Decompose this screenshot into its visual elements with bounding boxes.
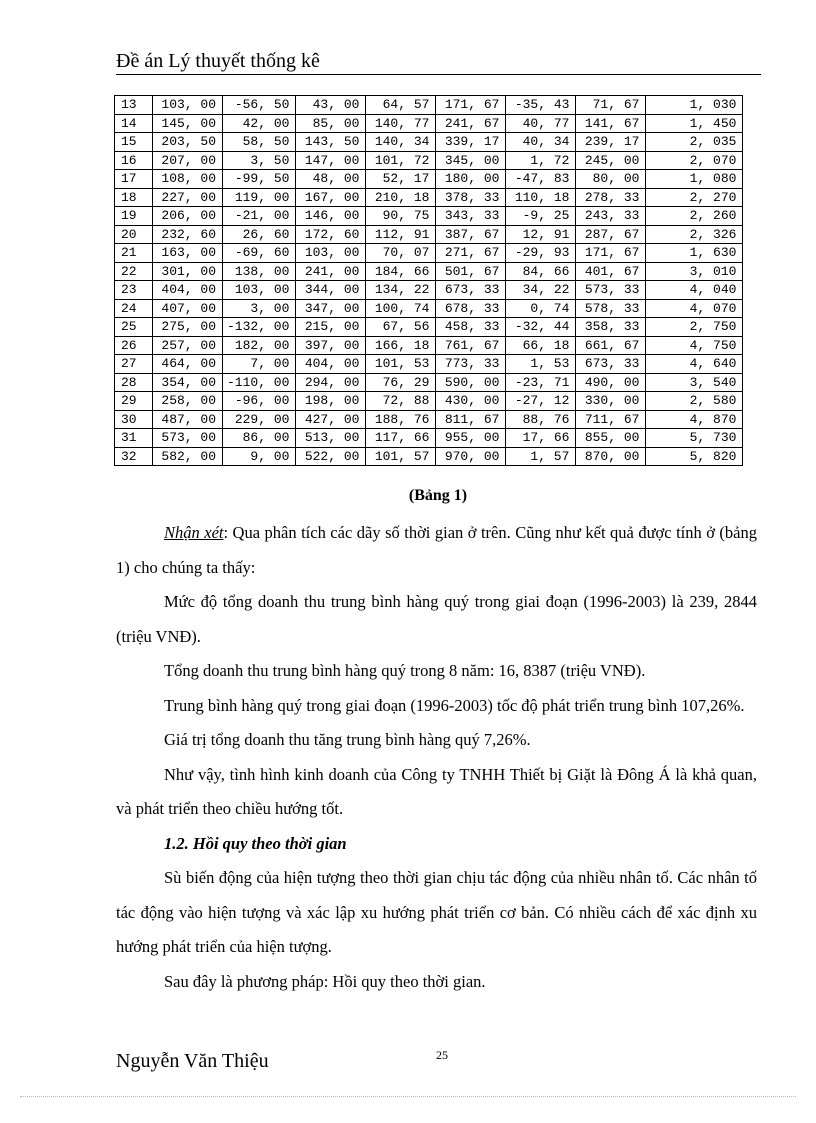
- table-cell: 71, 67: [576, 96, 646, 115]
- table-cell: 287, 67: [576, 225, 646, 244]
- table-cell: 673, 33: [436, 281, 506, 300]
- row-index-cell: 22: [115, 262, 153, 281]
- table-cell: 761, 67: [436, 336, 506, 355]
- table-cell: 4, 640: [646, 355, 743, 374]
- table-cell: -99, 50: [223, 170, 296, 189]
- table-cell: 64, 57: [366, 96, 436, 115]
- table-cell: 661, 67: [576, 336, 646, 355]
- table-cell: 278, 33: [576, 188, 646, 207]
- table-row: [115, 429, 743, 448]
- remark-text: : Qua phân tích các dãy số thời gian ở trên. Cũng như kết quả được tính ở (bảng 1) cho chúng ta thấy:: [116, 523, 757, 577]
- table-cell: 103, 00: [153, 96, 223, 115]
- table-cell: 1, 030: [646, 96, 743, 115]
- table-row: [115, 447, 743, 466]
- table-cell: 40, 77: [506, 114, 576, 133]
- row-index-cell: 27: [115, 355, 153, 374]
- table-cell: 2, 070: [646, 151, 743, 170]
- row-index-cell: 18: [115, 188, 153, 207]
- table-cell: 90, 75: [366, 207, 436, 226]
- table-cell: -27, 12: [506, 392, 576, 411]
- table-cell: 590, 00: [436, 373, 506, 392]
- table-cell: 4, 070: [646, 299, 743, 318]
- table-cell: 34, 22: [506, 281, 576, 300]
- table-cell: 119, 00: [223, 188, 296, 207]
- table-cell: 171, 67: [576, 244, 646, 263]
- table-cell: 257, 00: [153, 336, 223, 355]
- data-table: [114, 95, 743, 466]
- table-cell: 404, 00: [153, 281, 223, 300]
- table-cell: 84, 66: [506, 262, 576, 281]
- table-row: [115, 170, 743, 189]
- table-cell: 145, 00: [153, 114, 223, 133]
- table-cell: 112, 91: [366, 225, 436, 244]
- table-cell: 573, 00: [153, 429, 223, 448]
- table-cell: 110, 18: [506, 188, 576, 207]
- table-cell: 711, 67: [576, 410, 646, 429]
- table-cell: 4, 870: [646, 410, 743, 429]
- table-cell: 241, 00: [296, 262, 366, 281]
- paragraph-remark: [116, 516, 757, 585]
- table-row: [115, 392, 743, 411]
- table-cell: 330, 00: [576, 392, 646, 411]
- table-cell: 573, 33: [576, 281, 646, 300]
- table-cell: 464, 00: [153, 355, 223, 374]
- table-cell: 167, 00: [296, 188, 366, 207]
- table-cell: 3, 00: [223, 299, 296, 318]
- table-cell: 140, 34: [366, 133, 436, 152]
- row-index-cell: 23: [115, 281, 153, 300]
- row-index-cell: 28: [115, 373, 153, 392]
- table-caption: (Bảng 1): [408, 487, 468, 504]
- page-header-title: Đề án Lý thuyết thống kê: [116, 50, 320, 72]
- table-cell: 140, 77: [366, 114, 436, 133]
- row-index-cell: 29: [115, 392, 153, 411]
- table-cell: 1, 450: [646, 114, 743, 133]
- table-cell: 210, 18: [366, 188, 436, 207]
- table-cell: 215, 00: [296, 318, 366, 337]
- table-cell: 387, 67: [436, 225, 506, 244]
- row-index-cell: 14: [115, 114, 153, 133]
- footer-rule: [20, 1096, 796, 1097]
- table-cell: 17, 66: [506, 429, 576, 448]
- table-row: [115, 410, 743, 429]
- table-cell: 347, 00: [296, 299, 366, 318]
- table-cell: -47, 83: [506, 170, 576, 189]
- table-cell: 1, 72: [506, 151, 576, 170]
- row-index-cell: 20: [115, 225, 153, 244]
- table-cell: 271, 67: [436, 244, 506, 263]
- table-cell: 522, 00: [296, 447, 366, 466]
- table-cell: 430, 00: [436, 392, 506, 411]
- table-cell: 171, 67: [436, 96, 506, 115]
- table-cell: 490, 00: [576, 373, 646, 392]
- table-row: [115, 151, 743, 170]
- table-cell: 2, 260: [646, 207, 743, 226]
- row-index-cell: 13: [115, 96, 153, 115]
- header-rule: [116, 74, 761, 75]
- table-cell: 100, 74: [366, 299, 436, 318]
- table-cell: 101, 53: [366, 355, 436, 374]
- table-cell: 2, 580: [646, 392, 743, 411]
- table-row: [115, 336, 743, 355]
- table-cell: 3, 010: [646, 262, 743, 281]
- table-cell: 188, 76: [366, 410, 436, 429]
- row-index-cell: 24: [115, 299, 153, 318]
- table-cell: 88, 76: [506, 410, 576, 429]
- paragraph-7: Sù biến động của hiện tượng theo thời gian chịu tác động của nhiều nhân tố. Các nhân tố tác động vào hiện tượng và xác lập xu hướng phát triển cơ bản. Có nhiều cách để xác định xu hướng phát triển của hiện tượng.: [116, 868, 757, 956]
- row-index-cell: 26: [115, 336, 153, 355]
- table-cell: 143, 50: [296, 133, 366, 152]
- table-cell: 9, 00: [223, 447, 296, 466]
- table-cell: -32, 44: [506, 318, 576, 337]
- table-cell: -9, 25: [506, 207, 576, 226]
- table-cell: 407, 00: [153, 299, 223, 318]
- table-row: [115, 114, 743, 133]
- table-cell: 343, 33: [436, 207, 506, 226]
- table-cell: 48, 00: [296, 170, 366, 189]
- table-cell: 232, 60: [153, 225, 223, 244]
- table-cell: 3, 50: [223, 151, 296, 170]
- table-cell: 146, 00: [296, 207, 366, 226]
- table-row: [115, 133, 743, 152]
- paragraph-5: Giá trị tổng doanh thu tăng trung bình hàng quý 7,26%.: [164, 730, 531, 749]
- table-cell: 26, 60: [223, 225, 296, 244]
- table-cell: 101, 72: [366, 151, 436, 170]
- table-cell: 301, 00: [153, 262, 223, 281]
- table-cell: 673, 33: [576, 355, 646, 374]
- table-cell: 404, 00: [296, 355, 366, 374]
- table-cell: -96, 00: [223, 392, 296, 411]
- table-cell: 275, 00: [153, 318, 223, 337]
- table-row: [115, 262, 743, 281]
- table-cell: 66, 18: [506, 336, 576, 355]
- table-cell: 773, 33: [436, 355, 506, 374]
- table-cell: 52, 17: [366, 170, 436, 189]
- table-cell: -23, 71: [506, 373, 576, 392]
- table-row: [115, 318, 743, 337]
- table-cell: 7, 00: [223, 355, 296, 374]
- row-index-cell: 16: [115, 151, 153, 170]
- table-row: [115, 244, 743, 263]
- remark-label: Nhận xét: [164, 523, 224, 542]
- row-index-cell: 21: [115, 244, 153, 263]
- table-cell: 582, 00: [153, 447, 223, 466]
- table-cell: 955, 00: [436, 429, 506, 448]
- table-cell: 501, 67: [436, 262, 506, 281]
- paragraph-8: Sau đây là phương pháp: Hồi quy theo thời gian.: [164, 971, 486, 991]
- table-cell: -110, 00: [223, 373, 296, 392]
- table-cell: 378, 33: [436, 188, 506, 207]
- row-index-cell: 32: [115, 447, 153, 466]
- table-cell: 163, 00: [153, 244, 223, 263]
- table-cell: 241, 67: [436, 114, 506, 133]
- table-cell: 4, 040: [646, 281, 743, 300]
- table-cell: 245, 00: [576, 151, 646, 170]
- table-cell: 198, 00: [296, 392, 366, 411]
- table-cell: 203, 50: [153, 133, 223, 152]
- row-index-cell: 17: [115, 170, 153, 189]
- table-cell: 103, 00: [296, 244, 366, 263]
- table-cell: 80, 00: [576, 170, 646, 189]
- table-cell: 2, 750: [646, 318, 743, 337]
- table-cell: -21, 00: [223, 207, 296, 226]
- table-cell: 58, 50: [223, 133, 296, 152]
- table-cell: 70, 07: [366, 244, 436, 263]
- table-cell: 4, 750: [646, 336, 743, 355]
- table-cell: 207, 00: [153, 151, 223, 170]
- table-cell: 72, 88: [366, 392, 436, 411]
- table-cell: 458, 33: [436, 318, 506, 337]
- table-cell: 354, 00: [153, 373, 223, 392]
- footer-author: Nguyễn Văn Thiệu: [116, 1050, 269, 1072]
- table-cell: 345, 00: [436, 151, 506, 170]
- table-cell: 678, 33: [436, 299, 506, 318]
- table-cell: -132, 00: [223, 318, 296, 337]
- table-cell: 427, 00: [296, 410, 366, 429]
- table-cell: 86, 00: [223, 429, 296, 448]
- data-table-body: [115, 96, 743, 466]
- table-cell: 182, 00: [223, 336, 296, 355]
- table-cell: 229, 00: [223, 410, 296, 429]
- row-index-cell: 19: [115, 207, 153, 226]
- table-cell: 141, 67: [576, 114, 646, 133]
- table-cell: 180, 00: [436, 170, 506, 189]
- table-cell: 67, 56: [366, 318, 436, 337]
- table-row: [115, 188, 743, 207]
- row-index-cell: 31: [115, 429, 153, 448]
- table-cell: 344, 00: [296, 281, 366, 300]
- row-index-cell: 25: [115, 318, 153, 337]
- table-cell: 43, 00: [296, 96, 366, 115]
- table-cell: 1, 080: [646, 170, 743, 189]
- table-cell: -29, 93: [506, 244, 576, 263]
- table-cell: 117, 66: [366, 429, 436, 448]
- table-cell: 147, 00: [296, 151, 366, 170]
- table-cell: 85, 00: [296, 114, 366, 133]
- table-cell: 239, 17: [576, 133, 646, 152]
- row-index-cell: 30: [115, 410, 153, 429]
- table-row: [115, 281, 743, 300]
- table-cell: -35, 43: [506, 96, 576, 115]
- table-cell: 103, 00: [223, 281, 296, 300]
- table-cell: 1, 53: [506, 355, 576, 374]
- table-cell: 243, 33: [576, 207, 646, 226]
- page-number: 25: [436, 1048, 448, 1062]
- table-row: [115, 225, 743, 244]
- table-cell: 166, 18: [366, 336, 436, 355]
- table-cell: 42, 00: [223, 114, 296, 133]
- table-cell: 258, 00: [153, 392, 223, 411]
- table-cell: 76, 29: [366, 373, 436, 392]
- table-cell: 339, 17: [436, 133, 506, 152]
- table-cell: 5, 730: [646, 429, 743, 448]
- table-cell: 487, 00: [153, 410, 223, 429]
- table-cell: 401, 67: [576, 262, 646, 281]
- paragraph-3: Tổng doanh thu trung bình hàng quý trong 8 năm: 16, 8387 (triệu VNĐ).: [164, 661, 646, 680]
- table-cell: 294, 00: [296, 373, 366, 392]
- table-cell: 40, 34: [506, 133, 576, 152]
- table-cell: -56, 50: [223, 96, 296, 115]
- table-cell: 3, 540: [646, 373, 743, 392]
- table-cell: 0, 74: [506, 299, 576, 318]
- table-row: [115, 96, 743, 115]
- table-cell: 101, 57: [366, 447, 436, 466]
- table-cell: 513, 00: [296, 429, 366, 448]
- table-cell: 970, 00: [436, 447, 506, 466]
- table-cell: 5, 820: [646, 447, 743, 466]
- body-text: [116, 516, 757, 999]
- table-cell: 2, 326: [646, 225, 743, 244]
- table-cell: 358, 33: [576, 318, 646, 337]
- table-cell: 2, 035: [646, 133, 743, 152]
- paragraph-6: Như vậy, tình hình kinh doanh của Công ty TNHH Thiết bị Giặt là Đông Á là khả quan, và phát triển theo chiều hướng tốt.: [116, 764, 757, 818]
- table-row: [115, 355, 743, 374]
- table-cell: -69, 60: [223, 244, 296, 263]
- table-row: [115, 299, 743, 318]
- table-cell: 397, 00: [296, 336, 366, 355]
- table-cell: 227, 00: [153, 188, 223, 207]
- paragraph-4: Trung bình hàng quý trong giai đoạn (1996-2003) tốc độ phát triển trung bình 107,26%.: [164, 695, 745, 715]
- table-cell: 2, 270: [646, 188, 743, 207]
- table-cell: 1, 630: [646, 244, 743, 263]
- table-cell: 1, 57: [506, 447, 576, 466]
- table-cell: 12, 91: [506, 225, 576, 244]
- table-cell: 172, 60: [296, 225, 366, 244]
- section-heading: 1.2. Hồi quy theo thời gian: [164, 833, 347, 853]
- table-row: [115, 207, 743, 226]
- table-cell: 870, 00: [576, 447, 646, 466]
- table-cell: 134, 22: [366, 281, 436, 300]
- table-cell: 108, 00: [153, 170, 223, 189]
- paragraph-2: Mức độ tổng doanh thu trung bình hàng quý trong giai đoạn (1996-2003) là 239, 2844 (triệu VNĐ).: [116, 592, 757, 646]
- table-cell: 855, 00: [576, 429, 646, 448]
- table-cell: 138, 00: [223, 262, 296, 281]
- table-cell: 811, 67: [436, 410, 506, 429]
- row-index-cell: 15: [115, 133, 153, 152]
- table-cell: 578, 33: [576, 299, 646, 318]
- table-cell: 206, 00: [153, 207, 223, 226]
- table-cell: 184, 66: [366, 262, 436, 281]
- table-row: [115, 373, 743, 392]
